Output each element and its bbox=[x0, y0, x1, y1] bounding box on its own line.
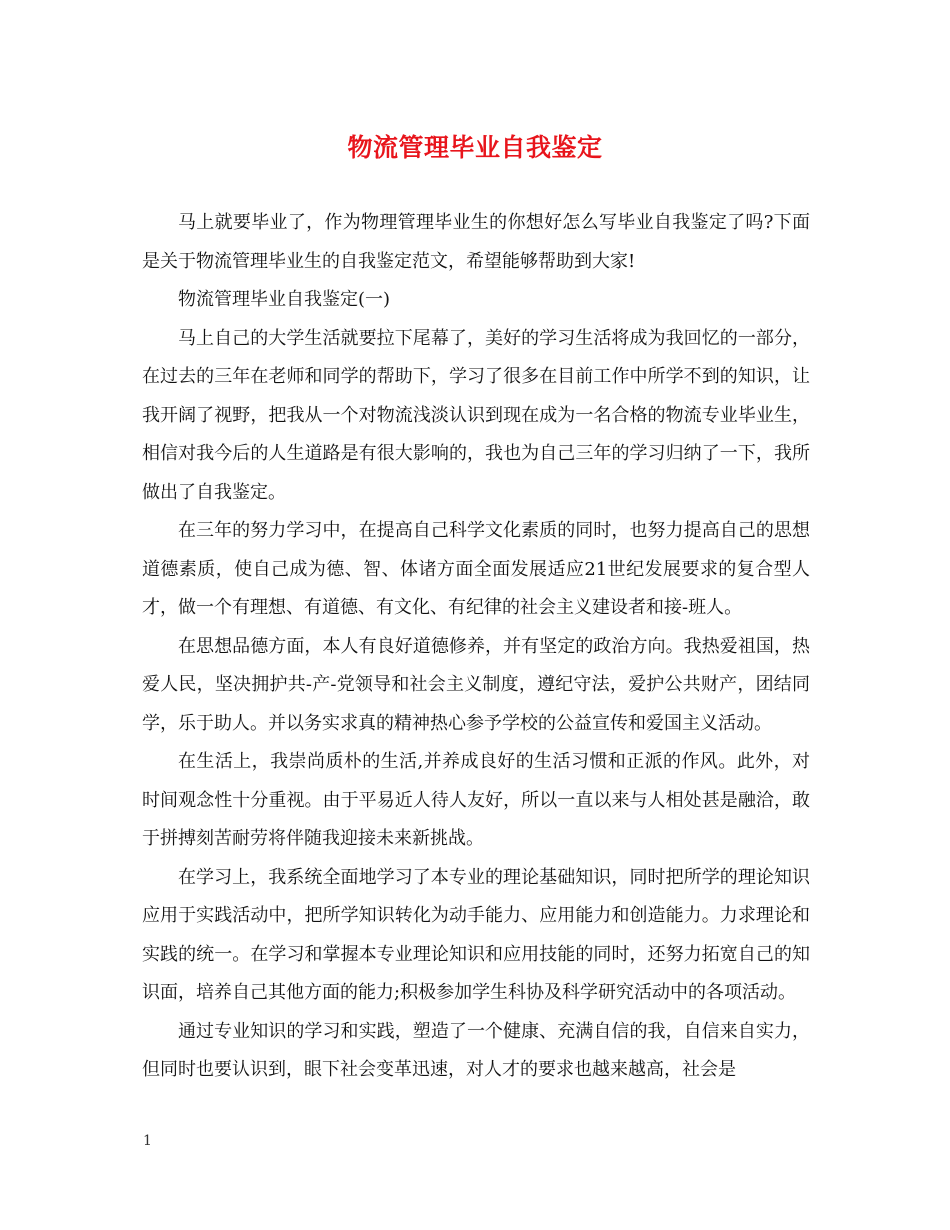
page-number: 1 bbox=[143, 1133, 152, 1149]
section-heading: 物流管理毕业自我鉴定(一) bbox=[178, 289, 391, 310]
body-paragraph: 马上自己的大学生活就要拉下尾幕了，美好的学习生活将成为我回忆的一部分，在过去的三年在老师和同学的帮助下，学习了很多在目前工作中所学不到的知识，让我开阔了视野，把我从一个对物流浅淡认识到现在成为一名合格的物流专业毕业生，相信对我今后的人生道路是有很大影响的，我也为自己三年的学习归纳了一下，我所做出了自我鉴定。 bbox=[142, 327, 810, 503]
body-paragraph: 在思想品德方面，本人有良好道德修养，并有坚定的政治方向。我热爱祖国，热爱人民，坚决拥护共-产-党领导和社会主义制度，遵纪守法，爱护公共财产，团结同学，乐于助人。并以务实求真的精神热心参予学校的公益宣传和爱国主义活动。 bbox=[142, 635, 810, 734]
intro-paragraph: 马上就要毕业了，作为物理管理毕业生的你想好怎么写毕业自我鉴定了吗?下面是关于物流管理毕业生的自我鉴定范文，希望能够帮助到大家! bbox=[142, 212, 810, 272]
document-body bbox=[142, 204, 810, 1090]
body-paragraph: 在学习上，我系统全面地学习了本专业的理论基础知识，同时把所学的理论知识应用于实践活动中，把所学知识转化为动手能力、应用能力和创造能力。力求理论和实践的统一。在学习和掌握本专业理论知识和应用技能的同时，还努力拓宽自己的知识面，培养自己其他方面的能力;积极参加学生科协及科学研究活动中的各项活动。 bbox=[142, 866, 810, 1003]
body-paragraph: 在生活上，我崇尚质朴的生活,并养成良好的生活习惯和正派的作风。此外，对时间观念性十分重视。由于平易近人待人友好，所以一直以来与人相处甚是融洽，敢于拼搏刻苦耐劳将伴随我迎接未来新挑战。 bbox=[142, 751, 810, 849]
body-paragraph: 通过专业知识的学习和实践，塑造了一个健康、充满自信的我，自信来自实力，但同时也要认识到，眼下社会变革迅速，对人才的要求也越来越高，社会是 bbox=[142, 1020, 810, 1080]
body-paragraph: 在三年的努力学习中，在提高自己科学文化素质的同时，也努力提高自己的思想道德素质，使自己成为德、智、体诸方面全面发展适应21世纪发展要求的复合型人才，做一个有理想、有道德、有文化、有纪律的社会主义建设者和接-班人。 bbox=[142, 520, 810, 618]
document-title: 物流管理毕业自我鉴定 bbox=[347, 133, 603, 162]
